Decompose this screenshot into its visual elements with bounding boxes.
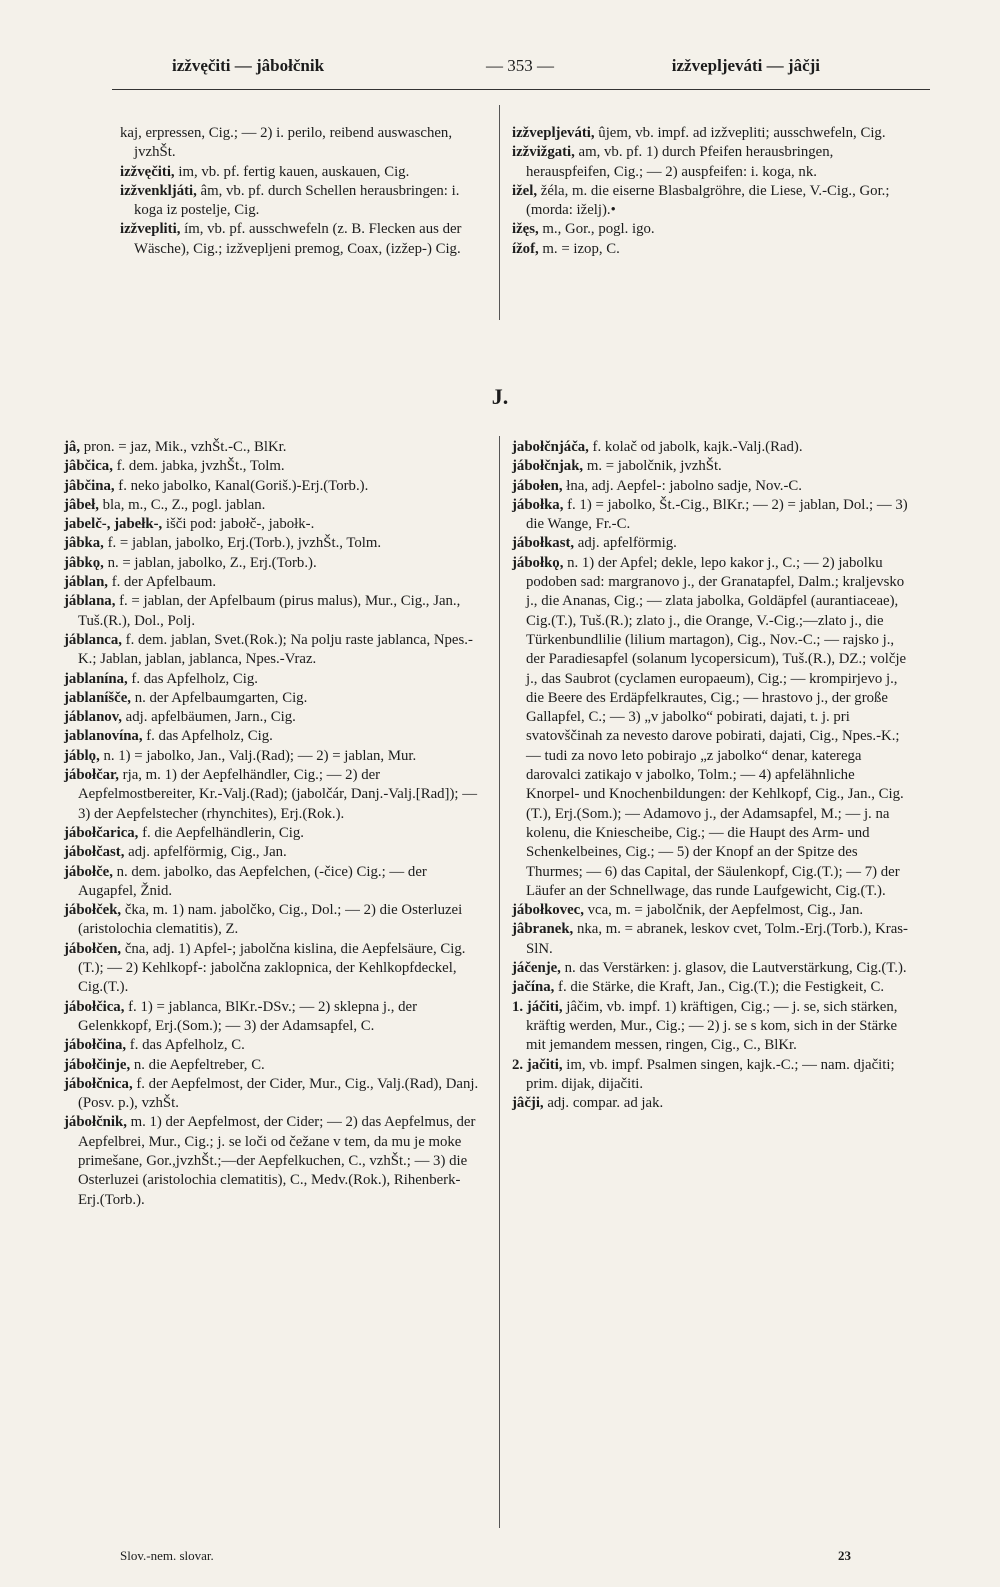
entry-headword: jâbčina, xyxy=(64,477,115,494)
entry-headword: izžvižgati, xyxy=(512,144,575,161)
entry-headword: jačína, xyxy=(512,979,555,996)
entry-definition: vca, m. = jabolčnik, der Aepfelmost, Cig., Jan. xyxy=(583,902,864,919)
entry-definition: adj. apfelförmig, Cig., Jan. xyxy=(124,844,287,861)
entry-headword: jábołčnica, xyxy=(64,1075,133,1092)
dictionary-entry xyxy=(64,631,482,670)
dictionary-entry xyxy=(512,182,910,221)
entry-definition: m., Gor., pogl. igo. xyxy=(538,221,655,238)
entry-headword: jáčenje, xyxy=(512,960,561,977)
dictionary-entry xyxy=(64,1036,482,1055)
entry-headword: izžvepljeváti, xyxy=(512,125,595,141)
entry-headword: izžvęčiti, xyxy=(120,163,175,180)
entry-definition: n. das Verstärken: j. glasov, die Lautverstärkung, Cig.(T.). xyxy=(560,960,907,977)
dictionary-entry xyxy=(512,240,910,259)
entry-definition: adj. apfelförmig. xyxy=(574,535,677,552)
right-column xyxy=(512,438,910,1113)
entry-definition: f. = jablan, jabolko, Erj.(Torb.), jvzhŠt., Tolm. xyxy=(103,535,382,552)
dictionary-entry xyxy=(64,592,482,631)
dictionary-entry xyxy=(64,901,482,940)
dictionary-entry xyxy=(64,689,482,708)
entry-definition: n. = jablan, jabolko, Z., Erj.(Torb.). xyxy=(103,554,317,571)
section-letter: J. xyxy=(491,384,509,409)
entry-headword: jabelč-, jabełk-, xyxy=(64,516,163,533)
entry-headword: jábołkast, xyxy=(512,535,575,552)
entry-definition: f. das Apfelholz, Cig. xyxy=(142,728,273,745)
entry-definition: ûjem, vb. impf. ad izžvepliti; ausschwefeln, Cig. xyxy=(594,125,886,141)
entry-definition: f. = jablan, der Apfelbaum (pirus malus), Mur., Cig., Jan., Tuš.(R.), Dol., Polj. xyxy=(78,593,461,629)
dictionary-entry xyxy=(120,124,482,163)
entry-definition: n. dem. jabolko, das Aepfelchen, (-čice) Cig.; — der Augapfel, Žnid. xyxy=(78,863,427,899)
entry-headword: ižel, xyxy=(512,182,538,199)
dictionary-entry xyxy=(64,534,482,553)
running-header xyxy=(70,56,930,82)
main-column-divider xyxy=(499,436,500,1528)
entry-headword: jâ, xyxy=(64,439,81,455)
entry-definition: bla, m., C., Z., pogl. jablan. xyxy=(98,496,266,513)
entry-definition: f. das Apfelholz, C. xyxy=(126,1037,245,1054)
page-number: — 353 — xyxy=(486,56,554,75)
entry-definition: f. dem. jabka, jvzhŠt., Tolm. xyxy=(112,458,285,475)
entry-headword: jâbranek, xyxy=(512,921,574,938)
entry-headword: jáblan, xyxy=(64,574,108,591)
entry-definition: žéla, m. die eiserne Blasbalgröhre, die Liese, V.-Cig., Gor.; (morda: iželj).• xyxy=(526,182,890,219)
entry-definition: n. 1) = jabolko, Jan., Valj.(Rad); — 2) = jablan, Mur. xyxy=(99,747,417,764)
dictionary-entry xyxy=(512,901,910,920)
entry-definition: łna, adj. Aepfel-: jabolno sadje, Nov.-C. xyxy=(562,477,802,494)
entry-definition: ím, vb. pf. ausschwefeln (z. B. Flecken aus der Wäsche), Cig.; izžvepljeni premog, Coax, (izžep-) Cig. xyxy=(134,221,462,257)
entry-headword: jáblanca, xyxy=(64,631,122,648)
entry-definition: kaj, erpressen, Cig.; — 2) i. perilo, reibend auswaschen, jvzhŠt. xyxy=(120,125,453,161)
entry-headword: jábołček, xyxy=(64,902,122,919)
entry-headword: jâbčica, xyxy=(64,458,113,475)
signature-number: 23 xyxy=(838,1548,851,1563)
dictionary-entry xyxy=(64,477,482,496)
entry-headword: 1. jáčiti, xyxy=(512,998,563,1015)
entry-definition: am, vb. pf. 1) durch Pfeifen herausbringen, herauspfeifen, Cig.; — 2) auspfeifen: i. koga, nk. xyxy=(526,144,834,180)
dictionary-entry xyxy=(120,163,482,182)
dictionary-entry xyxy=(64,457,482,476)
entry-headword: jábołčen, xyxy=(64,940,122,957)
entry-definition: m. = izop, C. xyxy=(538,240,620,257)
entry-headword: jáblana, xyxy=(64,593,116,610)
entry-headword: 2. jačiti, xyxy=(512,1056,563,1073)
entry-definition: adj. compar. ad jak. xyxy=(543,1095,664,1112)
dictionary-entry xyxy=(64,708,482,727)
entry-definition: f. dem. jablan, Svet.(Rok.); Na polju raste jablanca, Npes.-K.; Jablan, jablan, jablanca, Npes.-Vraz. xyxy=(78,631,473,668)
entry-definition: jâčim, vb. impf. 1) kräftigen, Cig.; — j. se, sich stärken, kräftig werden, Mur., Cig.; — 2) j. se s kom, sich in der Stärke mit jemandem messen, ringen, Cig., C., BlKr. xyxy=(526,998,898,1054)
entry-definition: m. = jabolčnik, jvzhŠt. xyxy=(583,458,722,475)
entry-headword: jábołkǫ, xyxy=(512,554,564,571)
entry-headword: jâbeł, xyxy=(64,496,99,513)
entry-headword: jáblǫ, xyxy=(64,747,100,764)
dictionary-entry xyxy=(64,515,482,534)
entry-definition: adj. apfelbäumen, Jarn., Cig. xyxy=(121,709,296,726)
entry-headword: izžvenkljáti, xyxy=(120,182,197,199)
entry-definition: čka, m. 1) nam. jabolčko, Cig., Dol.; — 2) die Osterluzei (aristolochia clematitis), Z. xyxy=(78,902,463,938)
entry-headword: jábołče, xyxy=(64,863,113,880)
entry-headword: jábołen, xyxy=(512,477,563,494)
entry-headword: jábołčast, xyxy=(64,844,125,861)
entry-definition: f. 1) = jablanca, BlKr.-DSv.; — 2) sklepna j., der Gelenkkopf, Erj.(Som.); — 3) der Adamsapfel, C. xyxy=(78,998,417,1034)
entry-headword: jábołčar, xyxy=(64,767,119,784)
entry-headword: jábołčica, xyxy=(64,998,125,1015)
entry-definition: pron. = jaz, Mik., vzhŠt.-C., BlKr. xyxy=(80,439,287,455)
dictionary-entry xyxy=(512,438,910,457)
entry-headword: jábołkovec, xyxy=(512,902,584,919)
dictionary-entry xyxy=(512,959,910,978)
dictionary-entry xyxy=(64,727,482,746)
entry-headword: jabołčnjáča, xyxy=(512,439,589,455)
entry-definition: âm, vb. pf. durch Schellen herausbringen: i. koga iz postelje, Cig. xyxy=(134,182,460,219)
entry-definition: čna, adj. 1) Apfel-; jabolčna kislina, die Aepfelsäure, Cig.(T.); — 2) Kehlkopf-: jabolčna zaklopnica, der Kehlkopfdeckel, Cig.(T.). xyxy=(78,940,466,996)
dictionary-entry xyxy=(512,920,910,959)
dictionary-entry xyxy=(64,843,482,862)
entry-definition: im, vb. pf. fertig kauen, auskauen, Cig. xyxy=(174,163,410,180)
dictionary-entry xyxy=(512,534,910,553)
entry-headword: izžvepliti, xyxy=(120,221,181,238)
entry-definition: n. 1) der Apfel; dekle, lepo kakor j., C.; — 2) jabolku podoben sad: margranovo j., der Granatapfel, Dalm.; kraljevsko j., die Ananas, Cig.; — zlata jabolka, Goldäpfel (aurantiaceae), Cig.(T.), Tuš.(R.); zlato j., die Orange, V.-Cig.;—zlato j., die Türkenbundlilie (lilium martagon), Cig., Nov.-C.; — rajsko j., der Paradiesapfel (solanum lycopersicum), Tuš.(R.), DZ.; volčje j., das Saubrot (cyclamen europaeum), Cig.; — krompirjevo j., die Beere des Erdäpfelkrautes, Cig.; — hrastovo j., der große Gallapfel, C.; — 3) „v jabolko“ pobirati, dajati, t. j. pri svatovščinah za nevesto darove pobirati, dajati, Cig., Npes.-K.; — tudi za novo leto pobirajo „z jabolko“ denar, katerega darovalci zatikajo v jabolko, Tolm.; — 4) apfelähnliche Knorpel- und Knochenbildungen: der Kehlkopf, Cig., Jan., Cig.(T.), Erj.(Som.); — Adamovo j., der Adamsapfel, M.; — j. na kolenu, die Kniescheibe, Cig.; — die Haupt des Arm- und Schenkelbeines, Cig.; — 5) der Knopf an der Spitze des Thurmes; — 6) das Capital, der Säulenkopf, Cig.(T.); — 7) der Läufer an der Schnellwage, das runde Laufgewicht, Cig.(T.). xyxy=(526,554,907,899)
entry-definition: f. die Stärke, die Kraft, Jan., Cig.(T.); die Festigkeit, C. xyxy=(554,979,885,996)
entry-headword: jablanovína, xyxy=(64,728,143,745)
footer-title: Slov.-nem. slovar. xyxy=(120,1548,214,1563)
dictionary-entry xyxy=(64,670,482,689)
entry-definition: f. 1) = jabolko, Št.-Cig., BlKr.; — 2) = jablan, Dol.; — 3) die Wange, Fr.-C. xyxy=(526,496,908,533)
dictionary-entry xyxy=(512,554,910,901)
dictionary-entry xyxy=(64,824,482,843)
entry-headword: jâbka, xyxy=(64,535,104,552)
top-left-column xyxy=(120,124,482,259)
entry-definition: f. neko jabolko, Kanal(Goriš.)-Erj.(Torb.). xyxy=(114,477,369,494)
entry-headword: jâčji, xyxy=(512,1095,544,1112)
dictionary-entry xyxy=(120,182,482,221)
dictionary-entry xyxy=(64,1056,482,1075)
dictionary-entry xyxy=(64,766,482,824)
entry-headword: jábołčinje, xyxy=(64,1056,131,1073)
entry-headword: ižęs, xyxy=(512,221,539,238)
dictionary-entry xyxy=(64,747,482,766)
header-right: izžvepljeváti — jâčji xyxy=(671,56,820,75)
entry-definition: nka, m. = abranek, leskov cvet, Tolm.-Erj.(Torb.), Kras-SlN. xyxy=(526,921,908,957)
entry-headword: jábołčarica, xyxy=(64,824,139,841)
header-rule xyxy=(112,89,930,90)
dictionary-entry xyxy=(512,496,910,535)
dictionary-entry xyxy=(64,940,482,998)
entry-headword: jablanína, xyxy=(64,670,128,687)
dictionary-entry xyxy=(64,863,482,902)
dictionary-entry xyxy=(512,978,910,997)
entry-definition: rja, m. 1) der Aepfelhändler, Cig.; — 2) der Aepfelmostbereiter, Kr.-Valj.(Rad); (jabolčár, Danj.-Valj.[Rad]); — 3) der Aepfelstecher (rhynchites), Erj.(Rok.). xyxy=(78,767,478,822)
dictionary-entry xyxy=(64,1113,482,1209)
dictionary-entry xyxy=(512,220,910,239)
entry-headword: jáblanov, xyxy=(64,709,122,726)
dictionary-entry xyxy=(512,477,910,496)
entry-definition: f. die Aepfelhändlerin, Cig. xyxy=(138,824,304,841)
entry-headword: jábołka, xyxy=(512,496,564,513)
dictionary-entry xyxy=(64,496,482,515)
dictionary-entry xyxy=(512,1094,910,1113)
entry-headword: jábołčina, xyxy=(64,1037,127,1054)
left-column xyxy=(64,438,482,1210)
entry-definition: m. 1) der Aepfelmost, der Cider; — 2) das Aepfelmus, der Aepfelbrei, Mur., Cig.; j. se loči od čežane v tem, da mu je moke primešane, Gor.,jvzhŠt.;—der Aepfelkuchen, C., vzhŠt.; — 3) die Osterluzei (aristolochia clematitis), C., Medv.(Rok.), Rihenberk-Erj.(Torb.). xyxy=(78,1114,476,1208)
dictionary-entry xyxy=(512,124,910,143)
entry-headword: ížof, xyxy=(512,240,539,257)
entry-definition: išči pod: jabołč-, jabołk-. xyxy=(162,516,315,533)
dictionary-entry xyxy=(512,1056,910,1095)
top-column-divider xyxy=(499,105,500,320)
dictionary-entry xyxy=(512,457,910,476)
entry-definition: im, vb. impf. Psalmen singen, kajk.-C.; — nam. djačiti; prim. dijak, dijačiti. xyxy=(526,1056,895,1092)
entry-definition: n. die Aepfeltreber, C. xyxy=(130,1056,265,1073)
dictionary-entry xyxy=(64,554,482,573)
entry-headword: jábołčnik, xyxy=(64,1114,127,1131)
dictionary-entry xyxy=(64,573,482,592)
top-right-column xyxy=(512,124,910,259)
dictionary-entry xyxy=(512,998,910,1056)
dictionary-entry xyxy=(64,998,482,1037)
dictionary-entry xyxy=(512,143,910,182)
dictionary-entry xyxy=(120,220,482,259)
entry-definition: f. der Aepfelmost, der Cider, Mur., Cig., Valj.(Rad), Danj.(Posv. p.), vzhŠt. xyxy=(78,1075,479,1112)
entry-definition: f. kolač od jabolk, kajk.-Valj.(Rad). xyxy=(588,439,803,455)
entry-headword: jâbkǫ, xyxy=(64,554,104,571)
entry-definition: f. der Apfelbaum. xyxy=(108,574,217,591)
dictionary-entry xyxy=(64,438,482,457)
header-left: izžvęčiti — jâbołčnik xyxy=(172,56,325,75)
entry-definition: n. der Apfelbaumgarten, Cig. xyxy=(131,689,308,706)
entry-headword: jábołčnjak, xyxy=(512,458,584,475)
dictionary-entry xyxy=(64,1075,482,1114)
entry-definition: f. das Apfelholz, Cig. xyxy=(127,670,259,687)
entry-headword: jablaníšče, xyxy=(64,689,131,706)
